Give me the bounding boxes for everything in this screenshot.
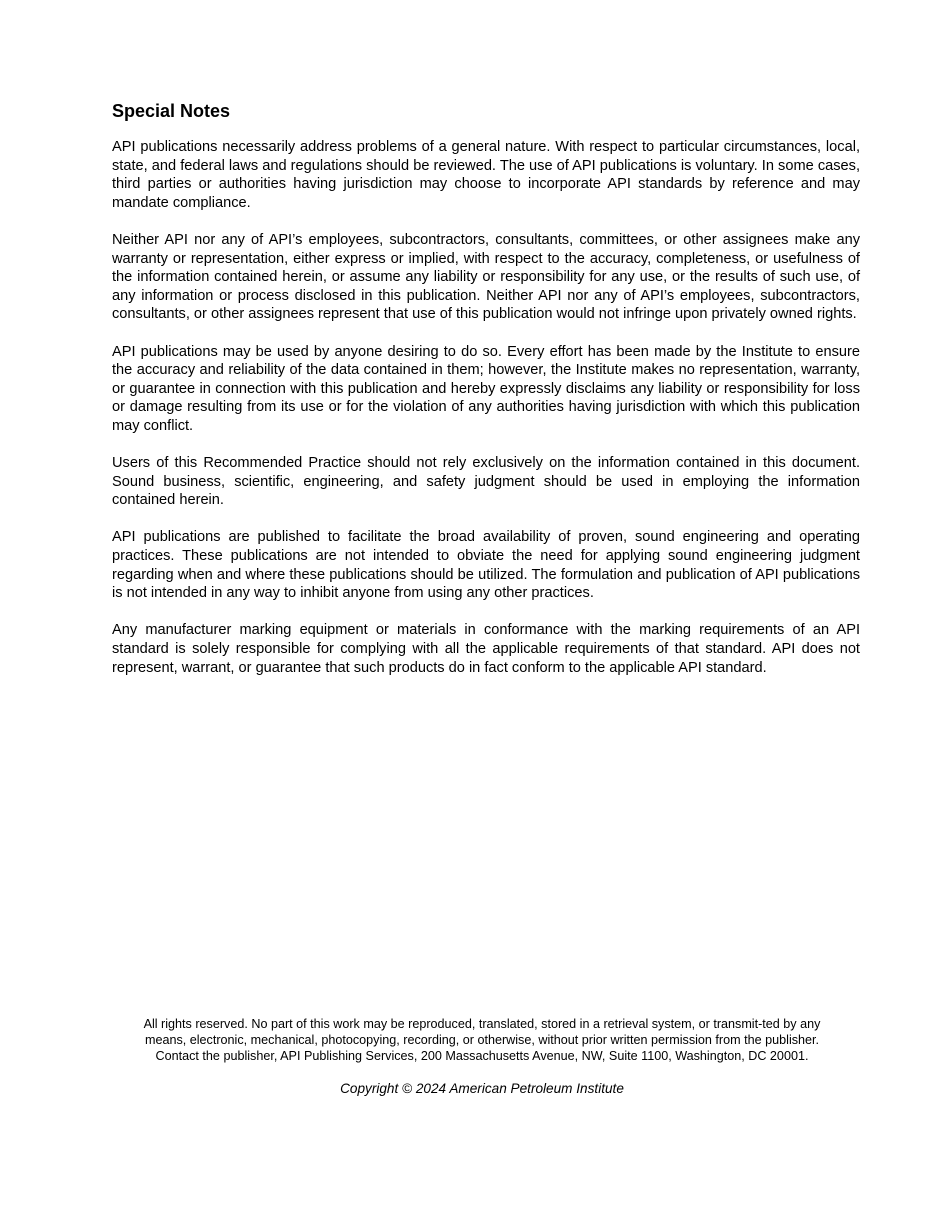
paragraph-publication-purpose: API publications are published to facilitate the broad availability of proven, sound engineering and operating practices. These publications are not intended to obviate the need for applying sound engineering judgment regarding when and where these publications should be utilized. The formulation and publication of API publications is not intended in any way to inhibit anyone from using any other practices. <box>112 529 860 602</box>
rights-notice: All rights reserved. No part of this work may be reproduced, translated, stored in a retrieval system, or transmit-ted by any means, electronic, mechanical, photocopying, recording, or otherwise, without prior written permission from the publisher. Contact the publisher, API Publishing Services, 200 Massachusetts Avenue, NW, Suite 1100, Washington, DC 20001. <box>143 1017 821 1063</box>
copyright-line: Copyright © 2024 American Petroleum Institute <box>340 1081 624 1096</box>
special-notes-section <box>112 100 860 696</box>
paragraph-no-warranty: Neither API nor any of API’s employees, subcontractors, consultants, committees, or other assignees make any warranty or representation, either express or implied, with respect to the accuracy, completeness, or usefulness of the information contained herein, or assume any liability or responsibility for any use, or the results of such use, of any information or process disclosed in this publication. Neither API nor any of API’s employees, subcontractors, consultants, or other assignees represent that use of this publication would not infringe upon privately owned rights. <box>112 231 860 323</box>
section-heading: Special Notes <box>112 101 231 121</box>
page-footer <box>130 1016 834 1097</box>
paragraph-usage-disclaimer: API publications may be used by anyone desiring to do so. Every effort has been made by the Institute to ensure the accuracy and reliability of the data contained in them; however, the Institute makes no representation, warranty, or guarantee in connection with this publication and hereby expressly disclaims any liability or responsibility for loss or damage resulting from its use or for the violation of any authorities having jurisdiction with which this publication may conflict. <box>112 343 860 434</box>
paragraph-user-judgment: Users of this Recommended Practice should not rely exclusively on the information contained in this document. Sound business, scientific, engineering, and safety judgment should be used in employing the information contained herein. <box>112 455 860 509</box>
paragraph-manufacturer-marking: Any manufacturer marking equipment or materials in conformance with the marking requirements of an API standard is solely responsible for complying with all the applicable requirements of that standard. API does not represent, warrant, or guarantee that such products do in fact conform to the applicable API standard. <box>112 622 860 676</box>
paragraph-general-nature: API publications necessarily address problems of a general nature. With respect to particular circumstances, local, state, and federal laws and regulations should be reviewed. The use of API publications is voluntary. In some cases, third parties or authorities having jurisdiction may choose to incorporate API standards by reference and may mandate compliance. <box>112 139 860 211</box>
